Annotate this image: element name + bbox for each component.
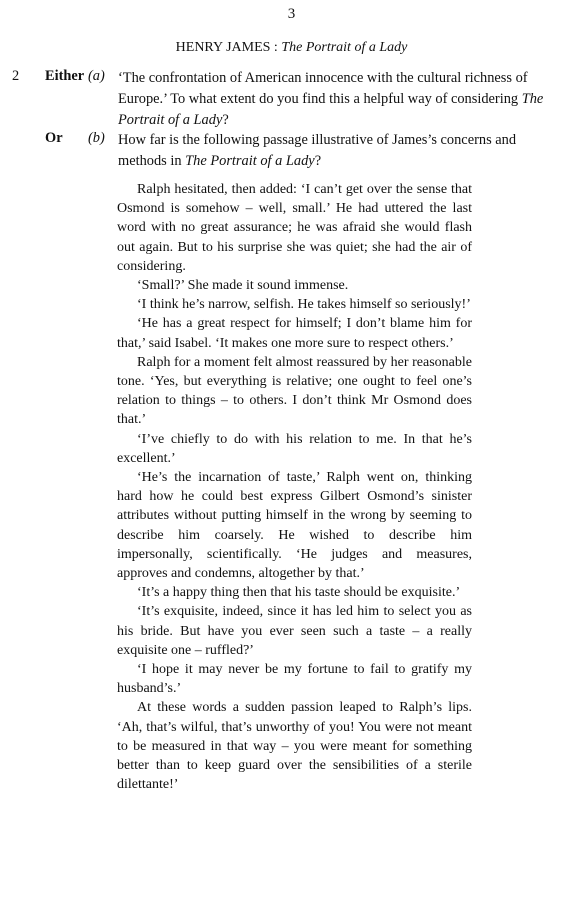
option-b-prompt: How far is the following passage illustrative of James’s concerns and methods in (118, 132, 517, 169)
passage-paragraph: At these words a sudden passion leaped to Ralph’s lips. ‘Ah, that’s wilful, that’s unworthy of you! You were not meant to be measured in that way – you were meant for something better than to keep guard over the sensibilities of a sterile dilettante!’ (117, 700, 472, 793)
passage-paragraph: ‘It’s a happy thing then that his taste should be exquisite.’ (137, 585, 461, 601)
passage-paragraph: ‘I’ve chiefly to do with his relation to me. In that he’s excellent.’ (117, 431, 472, 466)
option-a-prompt: ‘The confrontation of American innocence with the cultural richness of Europe.’ To what extent do you find this a helpful way of considering (118, 70, 528, 107)
either-label: Either (45, 68, 85, 84)
section-heading (0, 40, 583, 56)
option-a-end: ? (222, 112, 229, 128)
page-number: 3 (287, 6, 296, 22)
option-b-title: The Portrait of a Lady (185, 153, 315, 169)
option-b-text (118, 130, 563, 172)
passage-paragraph: ‘I hope it may never be my fortune to fail to gratify my husband’s.’ (117, 662, 472, 697)
passage-paragraph: ‘I think he’s narrow, selfish. He takes himself so seriously!’ (137, 297, 471, 313)
heading-title: The Portrait of a Lady (281, 40, 408, 55)
option-a-label: (a) (88, 68, 105, 84)
passage-paragraph: ‘He has a great respect for himself; I don’t blame him for that,’ said Isabel. ‘It makes one more sure to respect others.’ (117, 316, 472, 351)
passage (117, 180, 472, 795)
option-a-text (118, 68, 563, 131)
passage-paragraph: ‘Small?’ She made it sound immense. (137, 278, 349, 294)
passage-paragraph: ‘It’s exquisite, indeed, since it has led him to select you as his bride. But have you ever seen such a taste – a really exquisite one – ruffled?’ (117, 604, 472, 658)
heading-author: HENRY JAMES : (175, 40, 282, 55)
or-label: Or (45, 130, 63, 146)
option-b-label: (b) (88, 130, 105, 146)
question-number: 2 (12, 68, 20, 84)
passage-paragraph: Ralph for a moment felt almost reassured by her reasonable tone. ‘Yes, but everything is relative; one ought to feel one’s relation to things – to others. I don’t think Mr Osmond does that.’ (117, 354, 472, 428)
passage-paragraph: Ralph hesitated, then added: ‘I can’t get over the sense that Osmond is somehow – well, small.’ He had uttered the last word with no great assurance; he was afraid she would flash out again. But to his surprise she was quiet; she had the air of considering. (117, 182, 472, 274)
passage-paragraph: ‘He’s the incarnation of taste,’ Ralph went on, thinking hard how he could best express Gilbert Osmond’s sinister attributes without putting himself in the wrong by seeming to describe him coarsely. He wished to describe him impersonally, scientifically. ‘He judges and measures, approves and condemns, altogether by that.’ (117, 470, 472, 582)
option-b-end: ? (314, 153, 322, 169)
option-a-title: The Portrait of a Lady (118, 91, 544, 128)
